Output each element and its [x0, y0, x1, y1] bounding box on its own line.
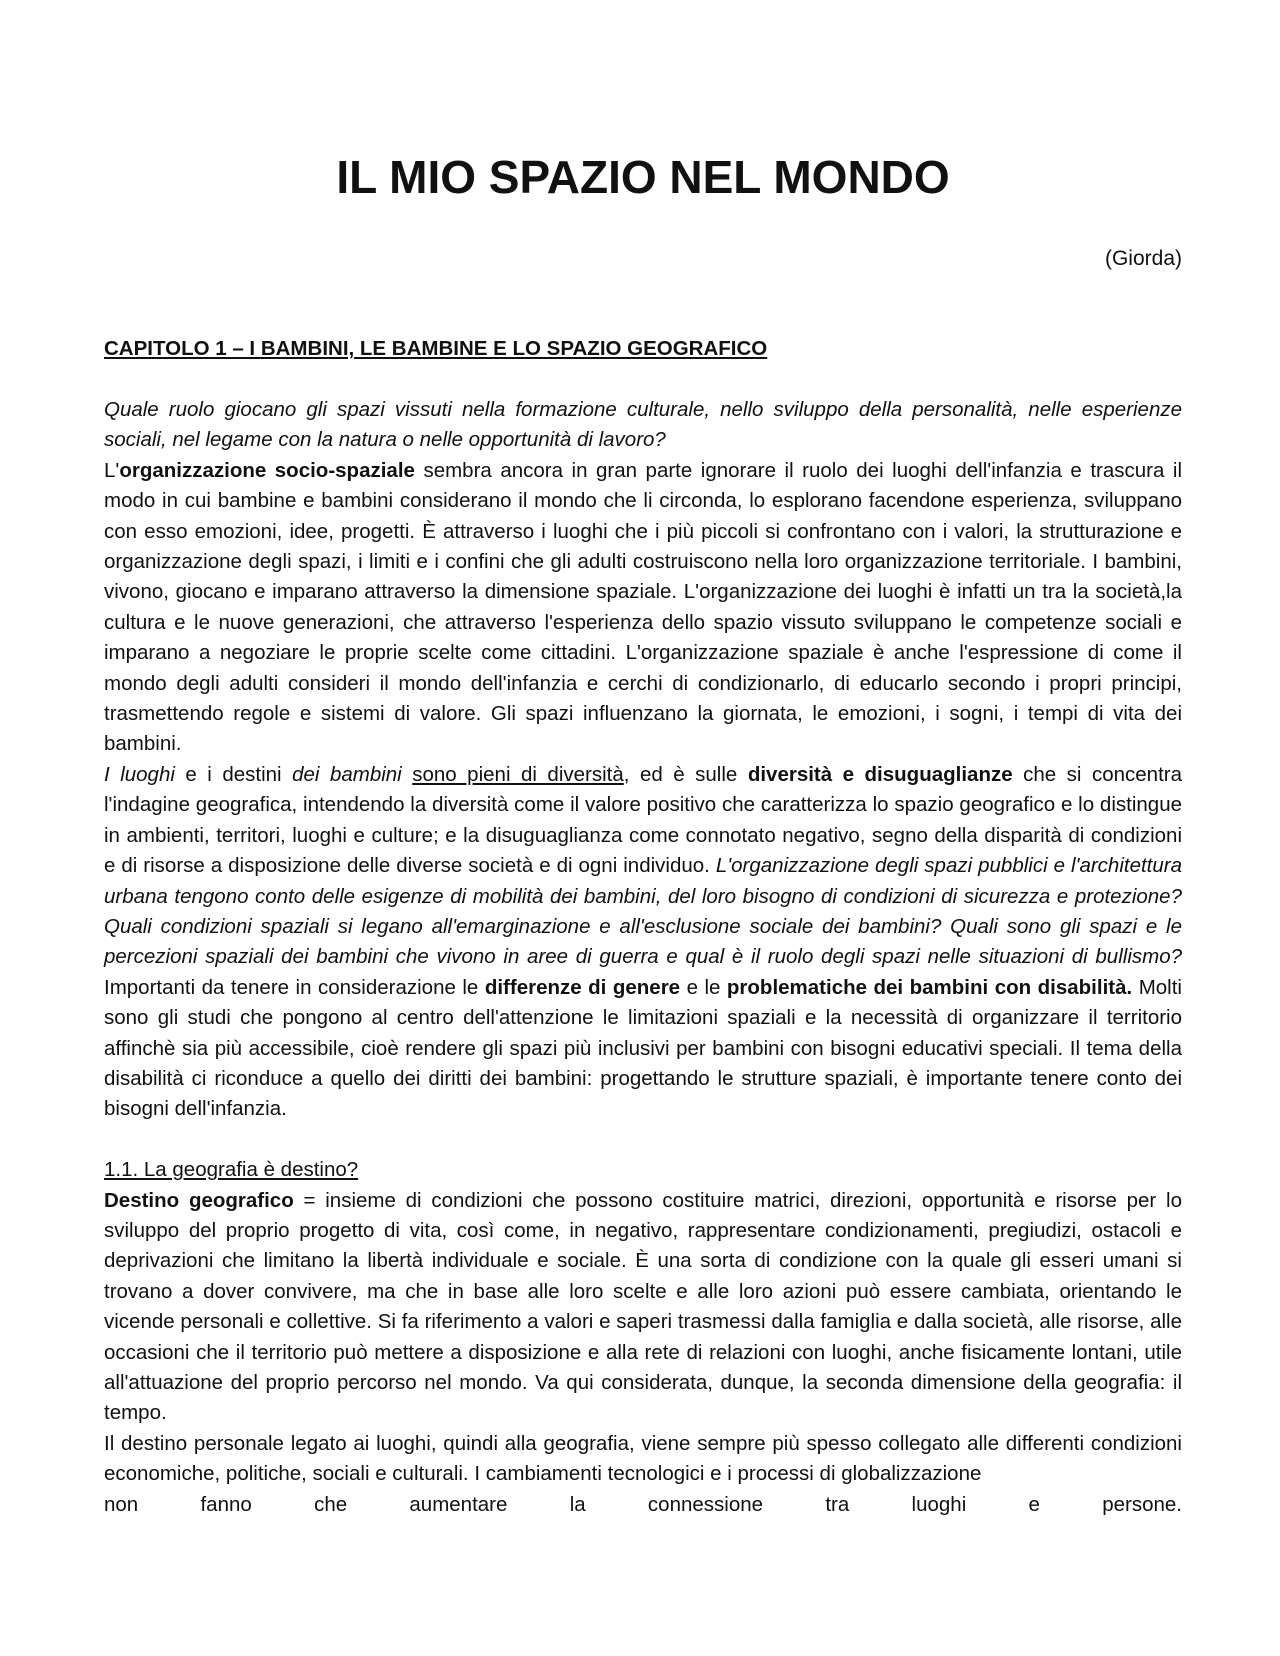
p2-text-6: e le: [680, 975, 727, 999]
p2-bold-1: diversità e disuguaglianze: [747, 762, 1013, 786]
p2-text-3: , ed è sulle: [623, 762, 748, 786]
paragraph-organizzazione: [104, 456, 1182, 760]
destino-definition: = insieme di condizioni che possono costituire matrici, direzioni, opportunità e risorse per lo sviluppo del proprio progetto di vita, così come, in negativo, rappresentare condizionamenti, pregiudizi, ostacoli e deprivazioni che limitano la libertà individuale e sociale. È una sorta di condizione con la quale gli esseri umani si trovano a dover convivere, ma che in base alle loro scelte e alle loro azioni può essere cambiata, orientando le vicende personali e collettive. Si fa riferimento a valori e saperi trasmessi dalla famiglia e dalla società, alle risorse, alle occasioni che il territorio può mettere a disposizione e alla rete di relazioni con luoghi, anche fisicamente lontani, utile all'attuazione del proprio percorso nel mondo. Va qui considerata, dunque, la seconda dimensione della geografia: il tempo.: [104, 1188, 1182, 1425]
page-title: IL MIO SPAZIO NEL MONDO: [336, 151, 950, 203]
p1-bold-term: organizzazione socio-spaziale: [119, 458, 415, 482]
p2-bold-3: problematiche dei bambini con disabilità.: [726, 975, 1133, 999]
section-heading-1-1: 1.1. La geografia è destino?: [104, 1158, 359, 1182]
paragraph-destino-personale: Il destino personale legato ai luoghi, quindi alla geografia, viene sempre più spesso collegato alle differenti condizioni economiche, politiche, sociali e culturali. I cambiamenti tecnologici e i processi di globalizzazione: [104, 1431, 1182, 1486]
p1-rest: sembra ancora in gran parte ignorare il ruolo dei luoghi dell'infanzia e trascura il modo in cui bambine e bambini considerano il mondo che li circonda, lo esplorano facendone esperienza, sviluppano con esso emozioni, idee, progetti. È attraverso i luoghi che i più piccoli si confrontano con i valori, la strutturazione e organizzazione degli spazi, i limiti e i confini che gli adulti costruiscono nella loro organizzazione territoriale. I bambini, vivono, giocano e imparano attraverso la dimensione spaziale. L'organizzazione dei luoghi è infatti un tra la società,la cultura e le nuove generazioni, che attraverso l'esperienza dello spazio vissuto sviluppano le competenze sociali e imparano a negoziare le proprie scelte come cittadini. L'organizzazione spaziale è anche l'espressione di come il mondo degli adulti consideri il mondo dell'infanzia e cerchi di condizionarlo, di educarlo secondo i propri principi, trasmettendo regole e sistemi di valore. Gli spazi influenzano la giornata, le emozioni, i sogni, i tempi di vita dei bambini.: [104, 458, 1182, 756]
p2-text-7: Molti sono gli studi che pongono al centro dell'attenzione le limitazioni spaziali e la necessità di organizzare il territorio affinchè sia più accessibile, cioè rendere gli spazi più inclusivi per bambini con bisogni educativi speciali. Il tema della disabilità ci riconduce a quello dei diritti dei bambini: progettando le strutture spaziali, è importante tenere conto dei bisogni dell'infanzia.: [104, 975, 1182, 1121]
author-note: (Giorda): [1104, 247, 1182, 270]
p2-text-1: e i destini: [174, 762, 293, 786]
body-text: [104, 395, 1182, 1520]
p2-text-4: che si concentra l'indagine geografica, intendendo la diversità come il valore positivo che caratterizza lo spazio geografico e lo distingue in ambienti, territori, luoghi e culture; e la disuguaglianza come connotato negativo, segno della disparità di condizioni e di risorse a disposizione delle diverse società e di ogni individuo.: [104, 762, 1182, 878]
p2-italic-2: dei bambini: [292, 762, 402, 786]
paragraph-destino-last-line: non fanno che aumentare la connessione tra luoghi e persone.: [104, 1492, 1182, 1516]
p2-italic-questions: L'organizzazione degli spazi pubblici e l'architettura urbana tengono conto delle esigenze di mobilità dei bambini, del loro bisogno di condizioni di sicurezza e protezione? Quali condizioni spaziali si legano all'emarginazione e all'esclusione sociale dei bambini? Quali sono gli spazi e le percezioni spaziali dei bambini che vivono in aree di guerra e qual è il ruolo degli spazi nelle situazioni di bullismo?: [104, 854, 1183, 969]
paragraph-destino: [104, 1186, 1182, 1429]
p2-bold-2: differenze di genere: [484, 975, 681, 999]
p2-text-2: [402, 763, 413, 786]
chapter-heading: CAPITOLO 1 – I BAMBINI, LE BAMBINE E LO SPAZIO GEOGRAFICO: [104, 337, 768, 360]
p2-underlined: sono pieni di diversità: [412, 762, 624, 786]
p1-start: L': [104, 458, 120, 482]
intro-question: Quale ruolo giocano gli spazi vissuti nella formazione culturale, nello sviluppo della personalità, nelle esperienze sociali, nel legame con la natura o nelle opportunità di lavoro?: [104, 398, 1182, 452]
p2-text-5: Importanti da tenere in considerazione le: [104, 975, 485, 999]
paragraph-luoghi: [104, 760, 1182, 1125]
p2-italic-1: I luoghi: [104, 762, 175, 786]
paragraph-spacer: [104, 1125, 1182, 1155]
destino-bold-term: Destino geografico: [104, 1188, 294, 1212]
